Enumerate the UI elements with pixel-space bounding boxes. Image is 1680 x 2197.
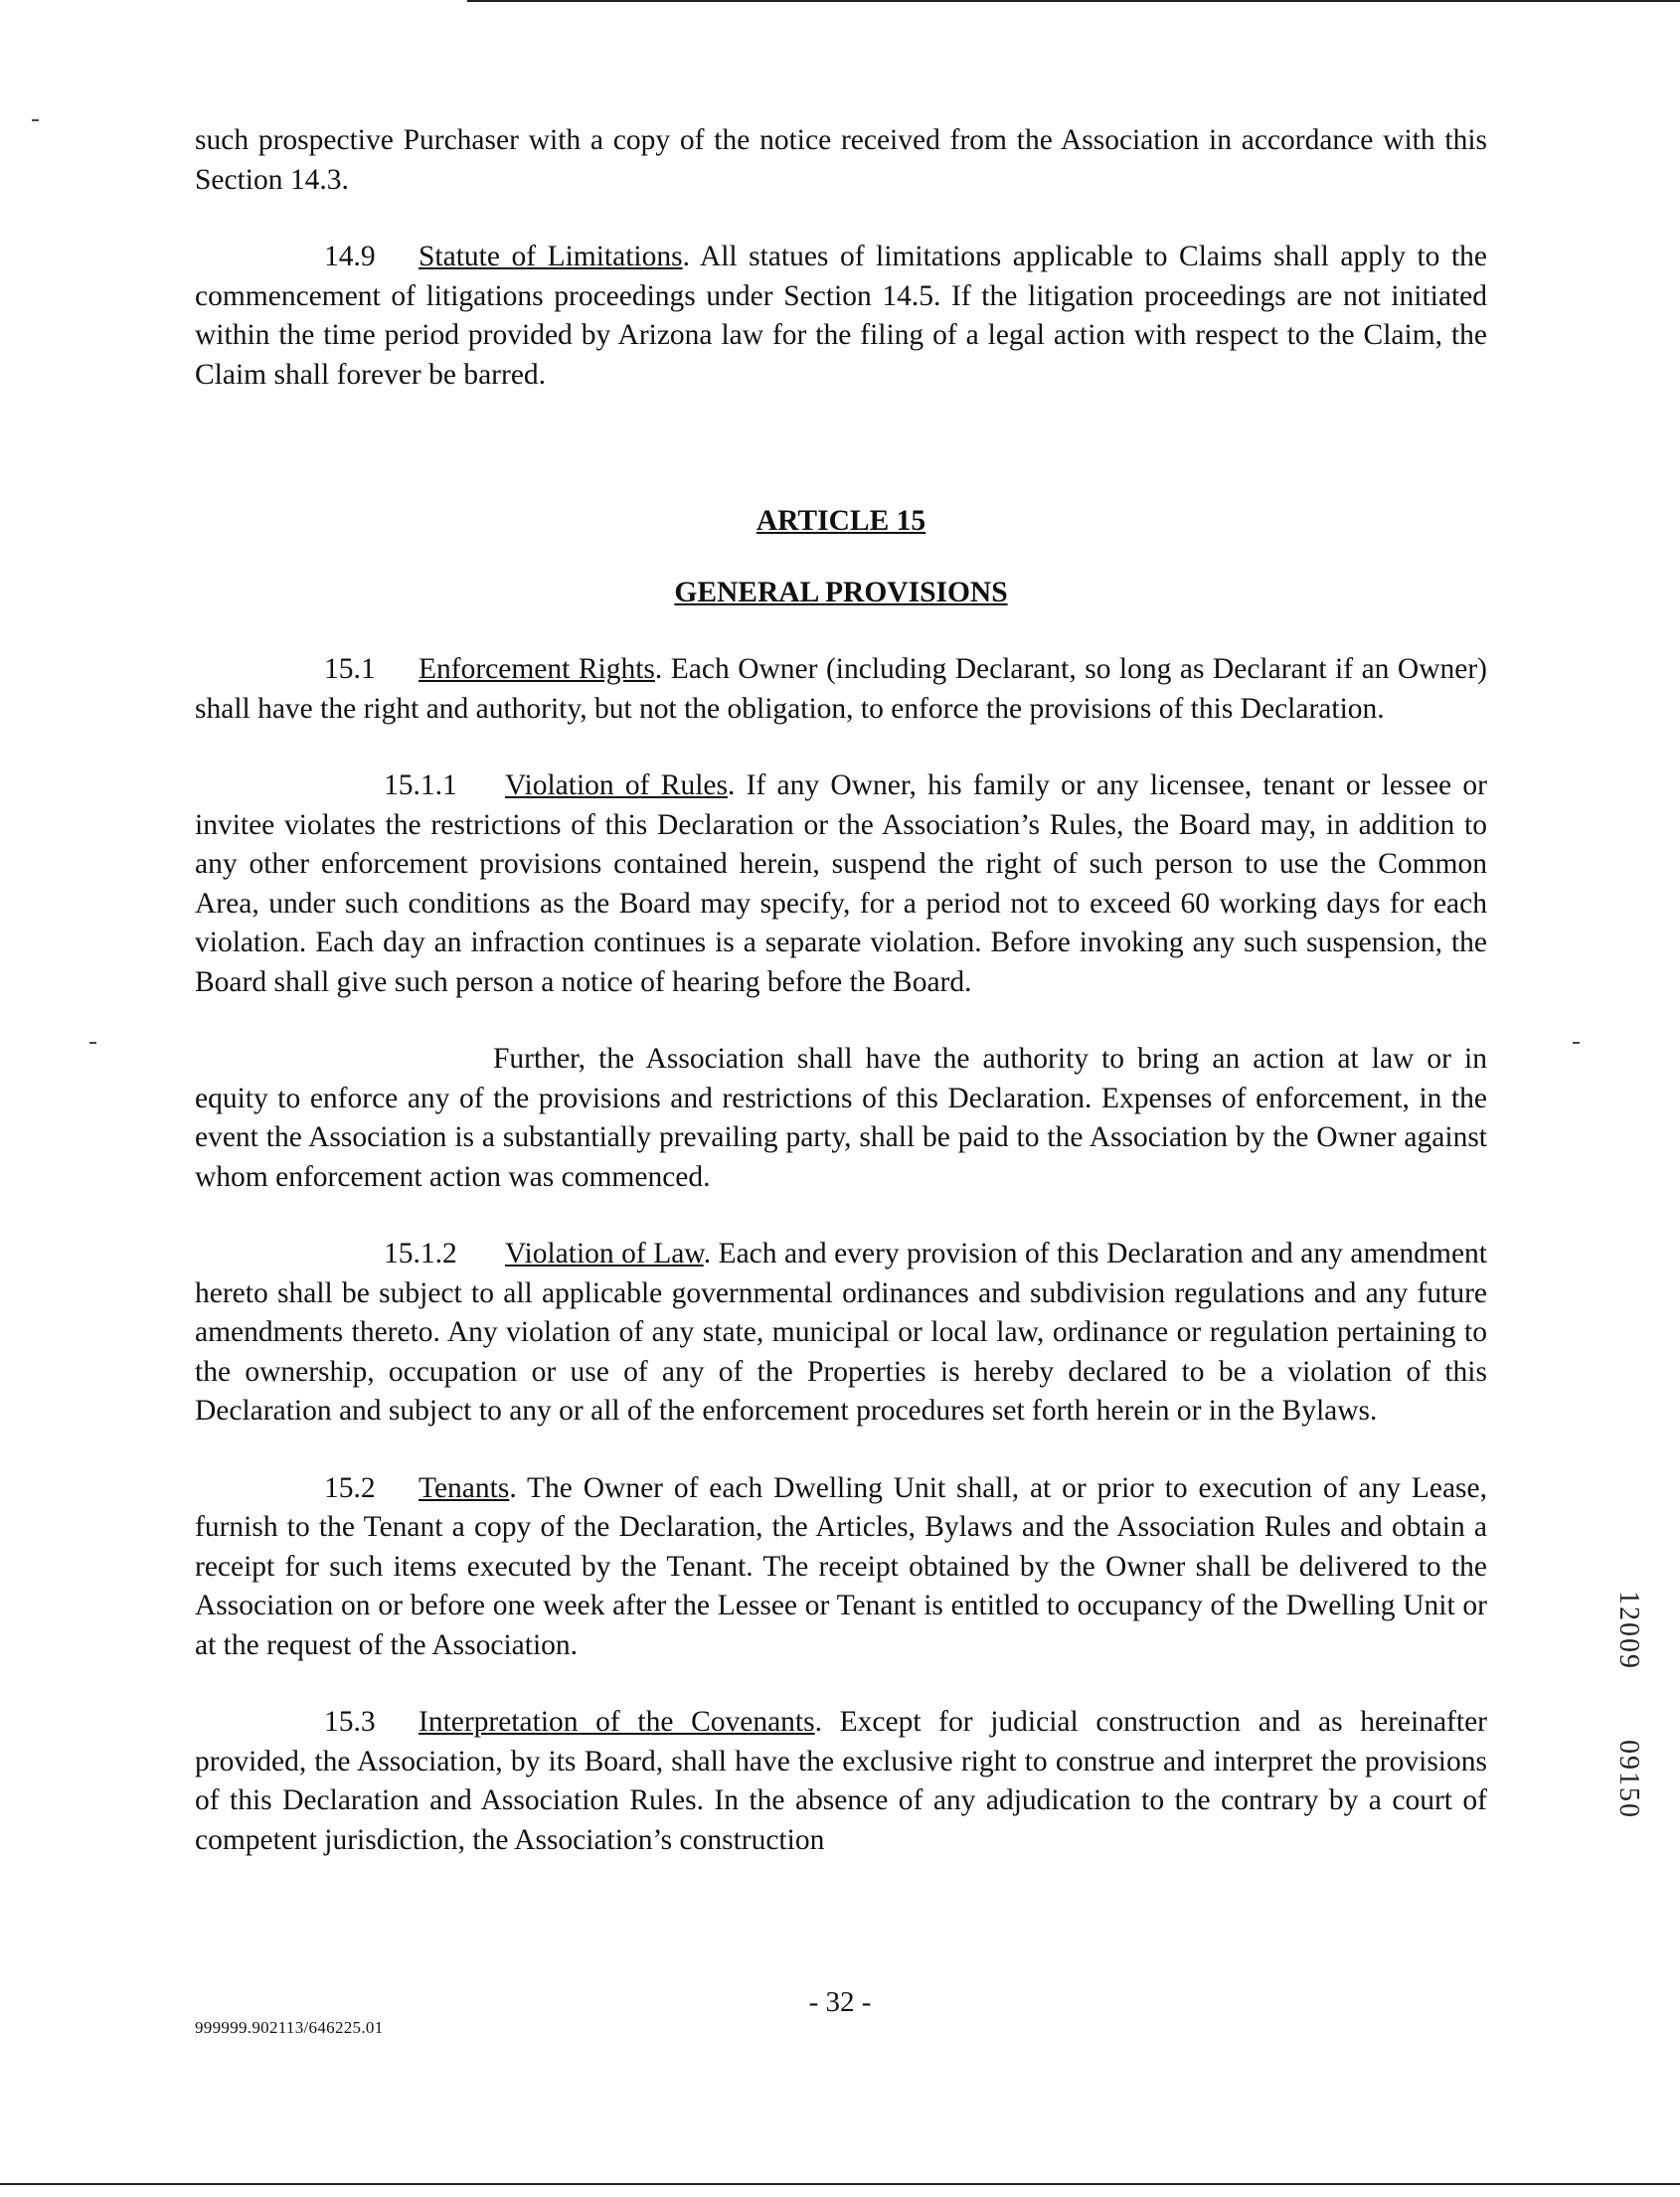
section-text: . The Owner of each Dwelling Unit shall, at or prior to execution of any Lease, furnish to the Tenant a copy of the Declaration, the Articles, Bylaws and the Association Rules and obtain a receipt for such items executed by the Tenant. The receipt obtained by the Owner shall be delivered to the Association on or before one week after the Lessee or Tenant is entitled to occupancy of the Dwelling Unit or at the request of the Association. [195,1471,1487,1661]
section-number: 15.2 [324,1471,376,1504]
article-heading: ARTICLE 15 [756,505,926,537]
section-title: Interpretation of the Covenants [419,1706,815,1738]
section-text: . Each and every provision of this Declaration and any amendment hereto shall be subject to all applicable governmental ordinances and subdivision regulations and any future amendments thereto. Any violation of any state, municipal or local law, ordinance or regulation pertaining to the ownership, occupation or use of any of the Properties is hereby declared to be a violation of this Declaration and subject to any or all of the enforcement procedures set forth herein or in the Bylaws. [195,1238,1487,1427]
document-body [195,121,1487,1860]
paragraph-continuation: such prospective Purchaser with a copy of the notice received from the Association in accordance with this Section 14.3. [195,124,1487,196]
article-title: GENERAL PROVISIONS [674,576,1008,608]
section-15-1-2 [195,1235,1487,1432]
section-title: Enforcement Rights [419,653,655,685]
section-number: 14.9 [324,241,376,272]
page-number: - 32 - [808,1986,872,2018]
section-title: Violation of Law [505,1238,704,1269]
section-15-1-1 [195,766,1487,1002]
stamp-top-digits: 12009 [1613,1591,1644,1670]
section-15-2 [195,1469,1487,1666]
recording-number-stamp [1610,1591,1644,1869]
section-15-1 [195,650,1487,729]
paragraph-further: Further, the Association shall have the authority to bring an action at law or in equity to enforce any of the provisions and restrictions of this Declaration. Expenses of enforcement, in the event the Association is a substantially prevailing party, shall be paid to the Association by the Owner against whom enforcement action was commenced. [195,1043,1487,1193]
document-id: 999999.902113/646225.01 [195,2018,384,2037]
scan-speck [89,1042,96,1044]
section-text: . If any Owner, his family or any licensee, tenant or lessee or invitee violates the restrictions of this Declaration or the Association’s Rules, the Board may, in addition to any other enforcement provisions contained herein, suspend the right of such person to use the Common Area, under such conditions as the Board may specify, for a period not to exceed 60 working days for each violation. Each day an infraction continues is a separate violation. Before invoking any such suspension, the Board shall give such person a notice of hearing before the Board. [195,769,1487,998]
section-number: 15.1.1 [384,769,457,801]
section-text: . All statues of limitations applicable to Claims shall apply to the commencement of litigations proceedings under Section 14.5. If the litigation proceedings are not initiated within the time period provided by Arizona law for the filing of a legal action with respect to the Claim, the Claim shall forever be barred. [195,241,1487,391]
section-text: . Each Owner (including Declarant, so long as Declarant if an Owner) shall have the right and authority, but not the obligation, to enforce the provisions of this Declaration. [195,653,1487,725]
stamp-bottom-digits: 09150 [1613,1740,1644,1819]
section-title: Tenants [419,1471,510,1504]
section-text: . Except for judicial construction and as hereinafter provided, the Association, by its Board, shall have the exclusive right to construe and interpret the provisions of this Declaration and Association Rules. In the absence of any adjudication to the contrary by a court of competent jurisdiction, the Association’s construction [195,1706,1487,1856]
scan-speck [1573,1042,1580,1044]
section-number: 15.1.2 [384,1238,457,1269]
bottom-border-line [0,2183,1680,2185]
section-title: Violation of Rules [505,769,728,801]
section-15-3 [195,1703,1487,1860]
section-number: 15.1 [324,653,376,685]
section-number: 15.3 [324,1706,376,1738]
scan-speck [32,119,39,121]
section-title: Statute of Limitations [419,241,683,272]
section-14-9 [195,238,1487,395]
top-border-line [467,0,1680,2]
